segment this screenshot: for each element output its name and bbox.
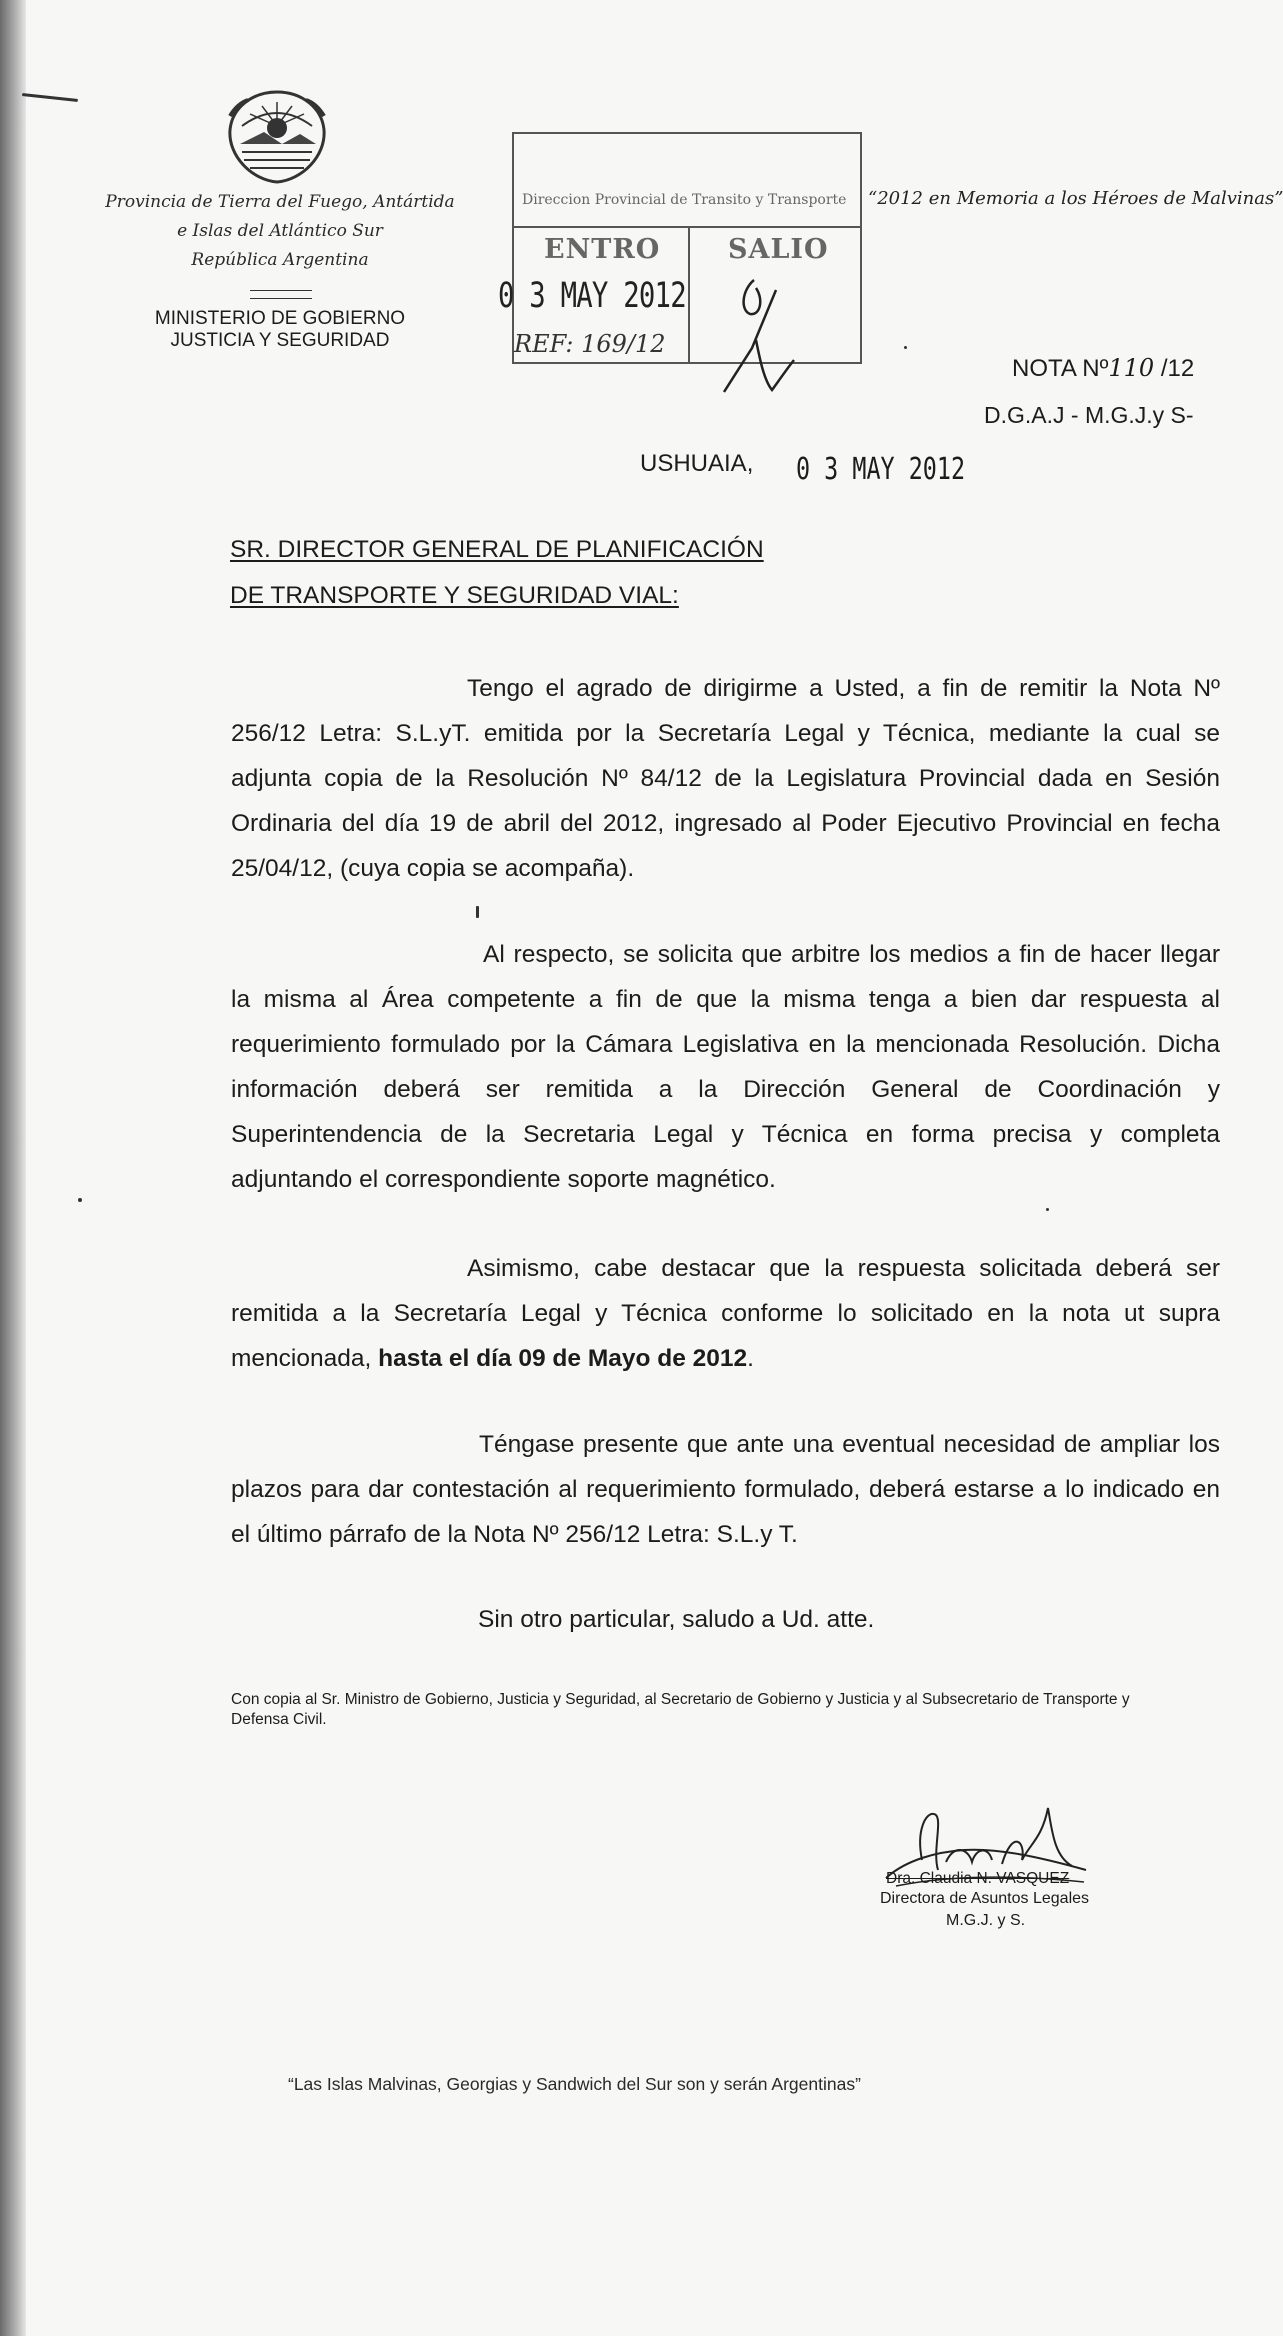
letterhead-rule-2 xyxy=(250,298,312,299)
scan-speck xyxy=(476,906,479,918)
paragraph-3 xyxy=(231,1246,1220,1381)
nota-office: D.G.A.J - M.G.J.y S- xyxy=(984,402,1194,428)
stamp-entry-date: 0 3 MAY 2012 xyxy=(498,276,686,316)
stamp-exit-label: SALIO xyxy=(728,234,829,265)
place-date-stamp: 0 3 MAY 2012 xyxy=(796,452,966,487)
province-name xyxy=(70,188,490,275)
paragraph-3-end: . xyxy=(747,1345,754,1372)
nota-suffix: /12 xyxy=(1160,355,1195,382)
addressee-line-1: SR. DIRECTOR GENERAL DE PLANIFICACIÓN xyxy=(230,536,764,563)
ministry-name xyxy=(130,308,430,352)
scan-speck xyxy=(1046,1208,1049,1211)
year-motto: “2012 en Memoria a los Héroes de Malvinas” xyxy=(868,188,1283,209)
paragraph-2: Al respecto, se solicita que arbitre los medios a fin de hacer llegar la misma al Área competente a fin de que la misma tenga a bien dar respuesta al requerimiento formulado por la Cámara Legislativa en la mencionada Resolución. Dicha información deberá ser remitida a la Dirección General de Coordinación y Superintendencia de la Secretaria Legal y Técnica en forma precisa y completa adjuntando el correspondiente soporte magnético. xyxy=(231,941,1220,1193)
signatory-role: Directora de Asuntos Legales xyxy=(880,1890,1090,1907)
province-line-1: Provincia de Tierra del Fuego, Antártida xyxy=(105,192,455,212)
signatory-name-text: Dra. Claudia N. VASQUEZ xyxy=(886,1870,1070,1887)
nota-number xyxy=(1012,354,1194,383)
stamp-header: Direccion Provincial de Transito y Transporte xyxy=(522,192,847,208)
copy-note: Con copia al Sr. Ministro de Gobierno, Justicia y Seguridad, al Secretario de Gobierno y Justicia y al Subsecretario de Transporte y Defensa Civil. xyxy=(231,1691,1130,1728)
stamp-entry-label: ENTRO xyxy=(544,234,661,265)
scan-speck xyxy=(78,1198,82,1202)
scan-speck xyxy=(22,93,78,102)
paragraph-4: Téngase presente que ante una eventual necesidad de ampliar los plazos para dar contestación al requerimiento formulado, deberá estarse a lo indicado en el último párrafo de la Nota Nº 256/12 Letra: S.L.y T. xyxy=(231,1431,1220,1548)
place: USHUAIA, xyxy=(640,450,754,477)
addressee-line-2: DE TRANSPORTE Y SEGURIDAD VIAL: xyxy=(230,582,679,609)
closing-line: Sin otro particular, saludo a Ud. atte. xyxy=(478,1606,875,1633)
paragraph-3-deadline: hasta el día 09 de Mayo de 2012 xyxy=(378,1345,748,1372)
stamp-divider xyxy=(688,226,690,362)
province-line-2: e Islas del Atlántico Sur xyxy=(177,221,383,241)
paragraph-3-text: Asimismo, cabe destacar que la respuesta solicitada deberá ser remitida a la Secretaría Legal y Técnica conforme lo solicitado en la nota ut supra mencionada, xyxy=(231,1255,1220,1372)
letterhead-rule-1 xyxy=(250,290,312,291)
provincial-seal-icon xyxy=(222,86,332,186)
paragraph-1: Tengo el agrado de dirigirme a Usted, a fin de remitir la Nota Nº 256/12 Letra: S.L.yT. emitida por la Secretaría Legal y Técnica, mediante la cual se adjunta copia de la Resolución Nº 84/12 de la Legislatura Provincial dada en Sesión Ordinaria del día 19 de abril del 2012, ingresado al Poder Ejecutivo Provincial en fecha 25/04/12, (cuya copia se acompaña). xyxy=(231,675,1220,882)
nota-handwritten-number: 110 xyxy=(1108,354,1155,382)
stamp-initials-signature xyxy=(694,270,814,400)
scan-speck xyxy=(904,346,907,349)
scanned-page-edge xyxy=(0,0,26,2336)
stamp-ref-note: REF: 169/12 xyxy=(514,330,666,358)
ministry-line-1: MINISTERIO DE GOBIERNO xyxy=(154,308,406,329)
signatory-name xyxy=(886,1868,1069,1889)
signatory-org: M.G.J. y S. xyxy=(946,1912,1026,1929)
nota-prefix: NOTA Nº xyxy=(1012,355,1109,382)
ministry-line-2: JUSTICIA Y SEGURIDAD xyxy=(170,330,390,351)
stamp-header-box xyxy=(514,134,860,228)
province-line-3: República Argentina xyxy=(191,250,369,270)
footer-motto: “Las Islas Malvinas, Georgias y Sandwich del Sur son y serán Argentinas” xyxy=(288,2074,861,2094)
